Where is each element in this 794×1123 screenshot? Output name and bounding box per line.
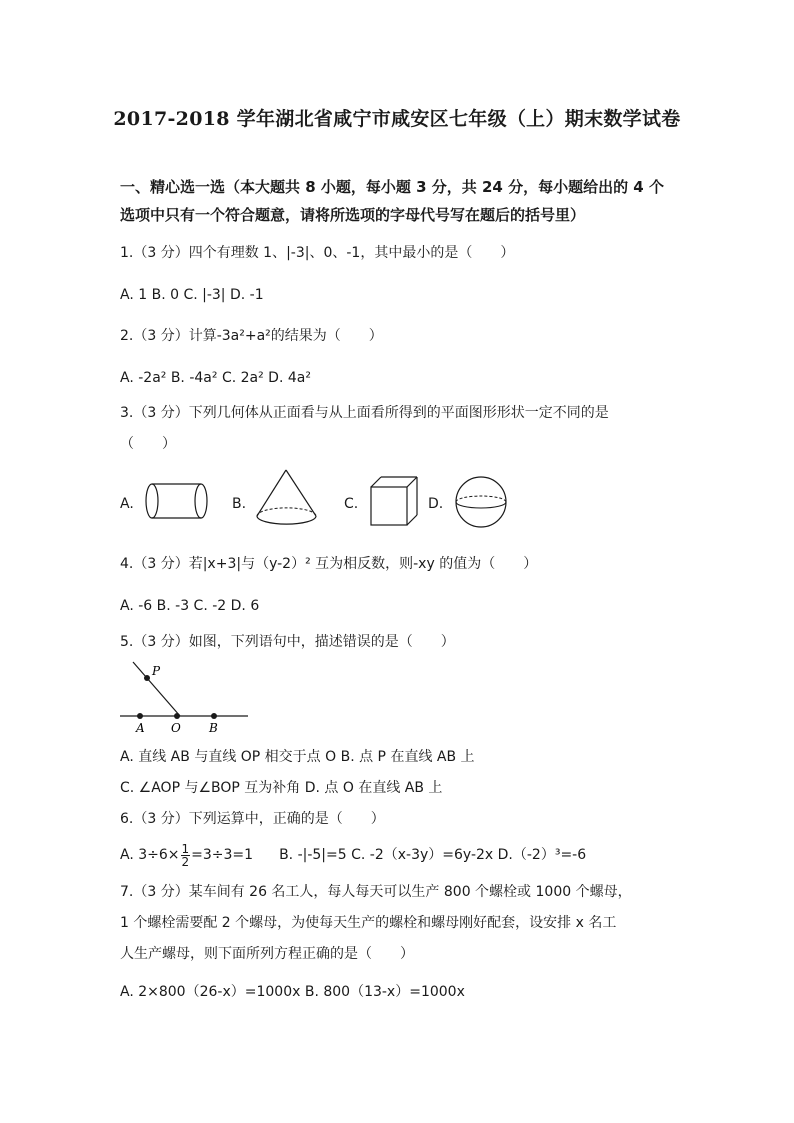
point-o-label: O xyxy=(171,721,181,735)
point-b-label: B xyxy=(209,721,218,735)
q3-option-d-label: D. xyxy=(428,496,444,512)
point-p-label: P xyxy=(152,664,161,678)
section-heading xyxy=(120,173,680,229)
q7-stem-line2: 1 个螺栓需要配 2 个螺母，为使每天生产的螺栓和螺母刚好配套，设安排 x 名工 xyxy=(120,915,617,931)
cylinder-figure xyxy=(143,478,211,524)
q4-options: A. -6 B. -3 C. -2 D. 6 xyxy=(120,598,260,614)
q7-stem-line3: 人生产螺母，则下面所列方程正确的是（ ） xyxy=(120,946,414,962)
exam-title: 2017-2018 学年湖北省咸宁市咸安区七年级（上）期末数学试卷 xyxy=(113,108,681,130)
q1-stem: 1.（3 分）四个有理数 1、|-3|、0、-1，其中最小的是（ ） xyxy=(120,245,515,261)
sphere-figure xyxy=(453,474,509,530)
q6-stem: 6.（3 分）下列运算中，正确的是（ ） xyxy=(120,811,385,827)
line-intersection-figure xyxy=(118,658,252,736)
q6-options xyxy=(120,842,690,868)
q5-options-line2: C. ∠AOP 与∠BOP 互为补角 D. 点 O 在直线 AB 上 xyxy=(120,780,443,796)
q6-option-a-prefix: A. 3÷6× xyxy=(120,847,180,863)
fraction-numerator: 1 xyxy=(181,841,190,856)
q3-stem-line2: （ ） xyxy=(120,436,176,452)
fraction-denominator: 2 xyxy=(181,854,190,869)
q3-option-a-label: A. xyxy=(120,496,134,512)
point-a-label: A xyxy=(136,721,145,735)
q3-option-b-label: B. xyxy=(232,496,247,512)
q6-options-rest: B. -|-5|=5 C. -2（x-3y）=6y-2x D.（-2）³=-6 xyxy=(279,847,587,863)
q2-options: A. -2a² B. -4a² C. 2a² D. 4a² xyxy=(120,370,311,386)
q5-stem: 5.（3 分）如图，下列语句中，描述错误的是（ ） xyxy=(120,634,455,650)
q3-stem-line1: 3.（3 分）下列几何体从正面看与从上面看所得到的平面图形形状一定不同的是 xyxy=(120,405,609,421)
q6-option-a-suffix: =3÷3=1 xyxy=(191,847,254,863)
section-heading-line1: 一、精心选一选（本大题共 8 小题，每小题 3 分，共 24 分，每小题给出的 4 个 xyxy=(120,178,664,196)
q7-options: A. 2×800（26-x）=1000x B. 800（13-x）=1000x xyxy=(120,984,465,1000)
cone-figure xyxy=(255,468,319,530)
fraction-one-half xyxy=(181,843,191,868)
cube-figure xyxy=(369,475,419,527)
q7-stem-line1: 7.（3 分）某车间有 26 名工人，每人每天可以生产 800 个螺栓或 1000 个螺母， xyxy=(120,884,632,900)
section-heading-line2: 选项中只有一个符合题意，请将所选项的字母代号写在题后的括号里） xyxy=(120,206,586,224)
q2-stem: 2.（3 分）计算-3a²+a²的结果为（ ） xyxy=(120,328,383,344)
q5-options-line1: A. 直线 AB 与直线 OP 相交于点 O B. 点 P 在直线 AB 上 xyxy=(120,749,475,765)
q4-stem: 4.（3 分）若|x+3|与（y-2）² 互为相反数，则-xy 的值为（ ） xyxy=(120,556,538,572)
q1-options: A. 1 B. 0 C. |-3| D. -1 xyxy=(120,287,264,303)
q3-option-c-label: C. xyxy=(344,496,359,512)
